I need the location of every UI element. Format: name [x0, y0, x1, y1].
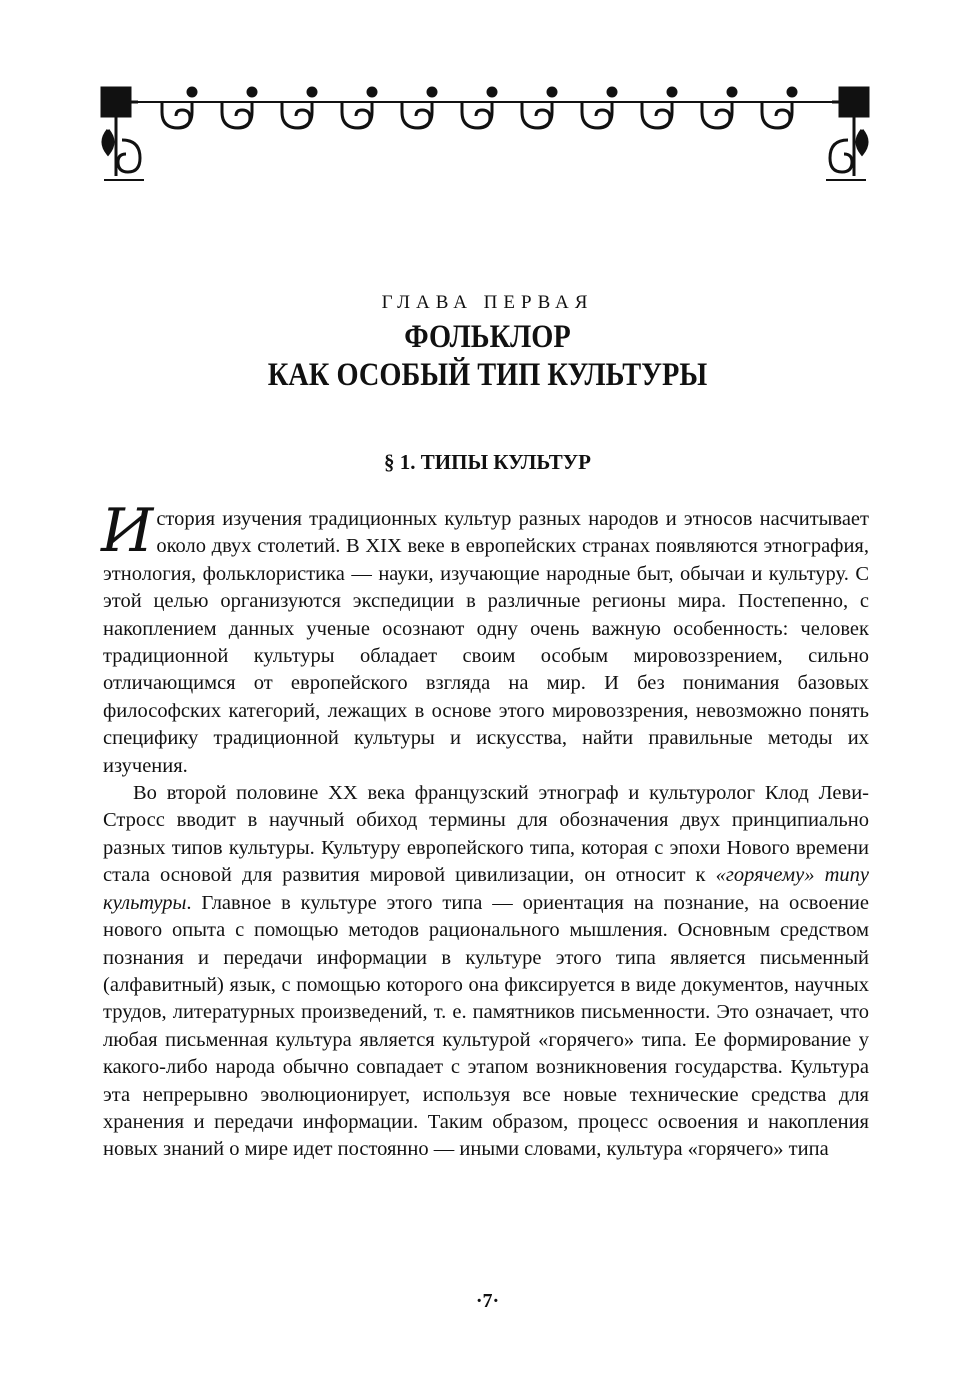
paragraph-2-text-before: Во второй половине XX века французский этнограф и культуролог Клод Леви-Стросс вводит в научный обиход термины для обозначения двух принципиально разных типов культуры. Культуру европейского типа, которая с эпохи Нового времени стала основой для развития мировой цивилизации, он относит к [103, 782, 869, 887]
body-text [101, 496, 869, 1164]
paragraph-2-italic-term: «горячему» типу культуры [103, 864, 869, 914]
chapter-title-line-1: ФОЛЬКЛОР [404, 319, 571, 355]
page-number: ·7· [475, 1290, 500, 1312]
paragraph-1 [101, 496, 869, 780]
chapter-title [68, 318, 907, 394]
chapter-title-line-2: КАК ОСОБЫЙ ТИП КУЛЬТУРЫ [267, 357, 708, 393]
section-title: § 1. ТИПЫ КУЛЬТУР [384, 450, 591, 474]
paragraph-2-text-after: . Главное в культуре этого типа — ориентация на познание, на освоение нового опыта с помощью методов рационального мышления. Основным средством познания и передачи информации в культуре этого типа является письменный (алфавитный) язык, с помощью которого она фиксируется в виде документов, научных трудов, литературных произведений, т. е. памятников письменности. Это означает, что любая письменная культура является культурой «горячего» типа. Ее формирование у какого-либо народа обычно совпадает с этапом возникновения государства. Культура эта непрерывно эволюционирует, используя все новые технические средства для хранения и передачи информации. Таким образом, процесс освоения и накопления новых знаний о мире идет постоянно — иными словами, культура «горячего» типа [103, 891, 869, 1161]
paragraph-2 [103, 780, 869, 1164]
decorative-border-ornament-icon [100, 80, 870, 190]
drop-cap: И [101, 496, 154, 566]
chapter-label: ГЛАВА ПЕРВАЯ [381, 292, 594, 313]
paragraph-1-text: стория изучения традиционных культур разных народов и этносов насчитывает около двух столетий. В XIX веке в европейских странах появляются этнография, этнология, фольклористика — науки, изучающие народные быт, обычаи и культуру. С этой целью организуются экспедиции в различные регионы мира. Постепенно, с накоплением данных ученые осознают одну очень важную особенность: человек традиционной культуры обладает своим особым мировоззрением, сильно отличающимся от европейского взгляда на мир. И без понимания базовых философских категорий, лежащих в основе этого мировоззрения, невозможно понять специфику традиционной культуры и искусства, найти правильные методы их изучения. [103, 508, 869, 777]
